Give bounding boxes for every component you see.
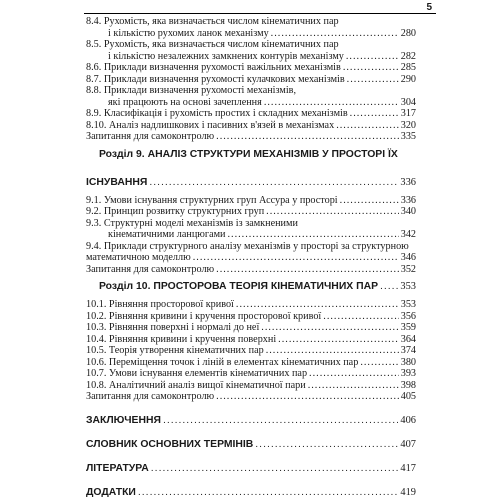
final-section-entry	[86, 439, 416, 451]
toc-entry	[86, 241, 416, 264]
toc-entry-page: 346	[400, 252, 416, 263]
toc-entry-text: Запитання для самоконтролю	[86, 391, 215, 402]
toc-entry	[86, 357, 416, 369]
toc-entry-text: 10.4. Рівняння кривини і кручення поверхні	[86, 333, 277, 345]
final-section-page: 419	[400, 486, 416, 498]
leader-dots	[350, 108, 399, 120]
leader-dots	[227, 229, 398, 241]
table-of-contents	[86, 16, 416, 499]
leader-dots	[216, 131, 399, 143]
leader-dots	[340, 195, 399, 207]
toc-entry-page: 340	[400, 206, 416, 217]
toc-entry-text: 8.6. Приклади визначення рухомості важільних механізмів	[86, 62, 341, 73]
toc-entry-page: 374	[400, 345, 416, 356]
toc-entry-text: 9.2. Принцип розвитку структурних груп	[86, 206, 265, 217]
toc-entry-text: і кількістю рухомих ланок механізму	[108, 27, 269, 39]
toc-entry	[86, 16, 416, 39]
toc-entry	[86, 322, 416, 334]
leader-dots	[216, 391, 399, 403]
leader-dots	[346, 51, 399, 63]
toc-entry-page: 280	[400, 27, 416, 39]
toc-entry-page: 335	[400, 131, 416, 142]
toc-entry-text: 8.4. Рухомість, яка визначається числом кінематичних пар	[86, 16, 339, 27]
page-number: 5	[426, 2, 432, 13]
toc-entry	[86, 299, 416, 311]
toc-entry	[86, 345, 416, 357]
toc-entry-text: 8.10. Аналіз надлишкових і пасивних в'язей в механізмах	[86, 119, 335, 131]
toc-entry	[86, 39, 416, 62]
toc-entry-text: 10.2. Рівняння кривини і кручення просторової кривої	[86, 310, 322, 322]
leader-dots	[266, 345, 399, 357]
toc-entry-page: 317	[400, 108, 416, 119]
toc-entry-text: Запитання для самоконтролю	[86, 263, 215, 275]
toc-entry	[86, 368, 416, 380]
toc-entry	[86, 311, 416, 323]
toc-entry-page: 336	[400, 194, 416, 206]
header-rule	[84, 13, 436, 14]
leader-dots	[163, 415, 398, 427]
toc-entry-text: 8.8. Приклади визначення рухомості механізмів,	[86, 85, 297, 96]
leader-dots	[380, 281, 398, 293]
final-section-page: 406	[400, 414, 416, 426]
final-section-entry	[86, 415, 416, 427]
toc-entry-text: 10.6. Переміщення точок і ліній в елементах кінематичних пар	[86, 356, 359, 368]
toc-entry-text: які працюють на основі зачеплення	[108, 96, 262, 108]
final-section-title: СЛОВНИК ОСНОВНИХ ТЕРМІНІВ	[86, 438, 254, 450]
leader-dots	[271, 28, 399, 40]
toc-entry-page: 364	[400, 333, 416, 345]
final-section-page: 417	[400, 462, 416, 474]
toc-entry	[86, 264, 416, 276]
final-section-page: 407	[400, 438, 416, 450]
toc-entry-text: 9.4. Приклади структурного аналізу механізмів у просторі за структурною	[86, 240, 409, 252]
toc-entry-page: 359	[400, 322, 416, 333]
toc-entry	[86, 108, 416, 120]
toc-entry-text: і кількістю незалежних замкнених контурів механізму	[108, 50, 344, 62]
toc-entry-text: 10.8. Аналітичний аналіз вищої кінематичної пари	[86, 379, 306, 391]
toc-entry-text: 8.5. Рухомість, яка визначається числом кінематичних пар	[86, 39, 339, 50]
toc-entry	[86, 195, 416, 207]
leader-dots	[193, 252, 399, 264]
leader-dots	[138, 487, 399, 499]
leader-dots	[149, 177, 398, 189]
leader-dots	[255, 439, 398, 451]
final-section-entry	[86, 487, 416, 499]
leader-dots	[336, 120, 399, 132]
leader-dots	[347, 74, 399, 86]
toc-entry-text: 10.3. Рівняння поверхні і нормалі до неї	[86, 322, 260, 333]
leader-dots	[308, 380, 399, 392]
toc-entry-page: 356	[400, 310, 416, 322]
toc-entry	[86, 74, 416, 86]
leader-dots	[309, 368, 399, 380]
toc-entry-page: 304	[400, 96, 416, 108]
leader-dots	[278, 334, 399, 346]
toc-entry-text: кінематичними ланцюгами	[108, 229, 226, 240]
toc-entry-text: математичною моделлю	[86, 252, 191, 263]
chapter-9-entries	[86, 195, 416, 276]
toc-entry-text: 10.1. Рівняння просторової кривої	[86, 299, 234, 310]
leader-dots	[236, 299, 399, 311]
toc-entry-text: 8.7. Приклади визначення рухомості кулачкових механізмів	[86, 73, 345, 85]
toc-entry	[86, 391, 416, 403]
final-sections	[86, 415, 416, 499]
toc-entry	[86, 206, 416, 218]
section-9-title-line1: Розділ 9. АНАЛІЗ СТРУКТУРИ МЕХАНІЗМІВ У ПРОСТОРІ ЇХ	[99, 148, 398, 160]
toc-entry	[86, 218, 416, 241]
final-section-entry	[86, 463, 416, 475]
section-9-title-line2: ІСНУВАННЯ	[86, 176, 148, 188]
toc-entry-page: 342	[400, 229, 416, 240]
toc-entry-page: 405	[400, 391, 416, 402]
toc-entry	[86, 334, 416, 346]
final-section-title: ДОДАТКИ	[86, 486, 136, 498]
final-section-title: ЛІТЕРАТУРА	[86, 462, 149, 474]
toc-entry-page: 393	[400, 368, 416, 379]
leader-dots	[261, 322, 398, 334]
toc-entry	[86, 131, 416, 143]
leader-dots	[266, 206, 399, 218]
toc-entry	[86, 85, 416, 108]
toc-entry	[86, 380, 416, 392]
leader-dots	[360, 357, 398, 369]
toc-entry-page: 282	[400, 50, 416, 62]
toc-entry-page: 353	[400, 299, 416, 310]
section-10-page: 353	[400, 281, 416, 292]
toc-entry	[86, 62, 416, 74]
toc-entry-text: 8.9. Класифікація і рухомість простих і складних механізмів	[86, 108, 348, 119]
toc-entry-page: 290	[400, 73, 416, 85]
toc-entry-text: Запитання для самоконтролю	[86, 131, 215, 142]
toc-entry-page: 398	[400, 379, 416, 391]
toc-entry-text: 10.5. Теорія утворення кінематичних пар	[86, 345, 264, 356]
section-10-heading	[86, 281, 416, 293]
chapter-10-entries	[86, 299, 416, 403]
leader-dots	[151, 463, 399, 475]
section-9-page: 336	[400, 176, 416, 188]
toc-entry-text: 10.7. Умови існування елементів кінематичних пар	[86, 368, 308, 379]
toc-entry-page: 380	[400, 356, 416, 368]
toc-entry-page: 285	[400, 62, 416, 73]
leader-dots	[216, 264, 399, 276]
section-10-title: Розділ 10. ПРОСТОРОВА ТЕОРІЯ КІНЕМАТИЧНИХ ПАР	[99, 281, 379, 292]
toc-entry-text: 9.1. Умови існування структурних груп Ассура у просторі	[86, 194, 338, 206]
leader-dots	[343, 62, 399, 74]
chapter-8-entries	[86, 16, 416, 143]
toc-entry-text: 9.3. Структурні моделі механізмів із замкненими	[86, 217, 298, 229]
final-section-title: ЗАКЛЮЧЕННЯ	[86, 414, 161, 426]
leader-dots	[264, 97, 399, 109]
toc-entry-page: 320	[400, 119, 416, 131]
toc-entry-page: 352	[400, 263, 416, 275]
toc-entry	[86, 120, 416, 132]
leader-dots	[323, 311, 398, 323]
section-9-heading	[86, 149, 416, 189]
